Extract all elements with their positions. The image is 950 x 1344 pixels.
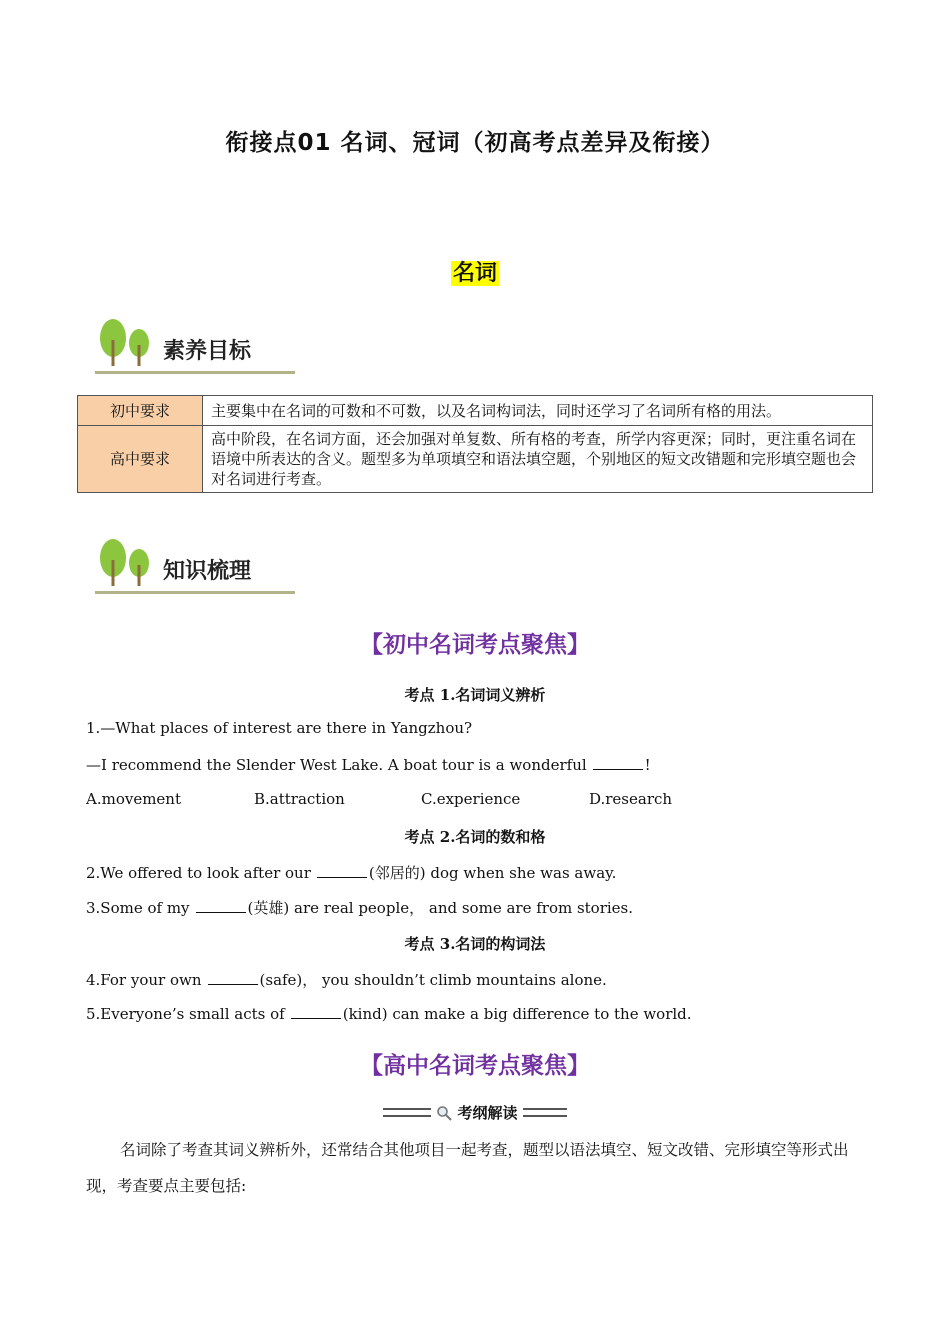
answer-blank — [196, 898, 246, 913]
answer-blank — [208, 970, 258, 985]
page-title: 衔接点01 名词、冠词（初高考点差异及衔接） — [225, 130, 725, 156]
question-text: 3.Some of my — [86, 899, 190, 917]
table-row — [78, 396, 873, 426]
point-heading-1: 考点 1.名词词义辨析 — [404, 686, 546, 704]
question-1-line-2 — [86, 755, 651, 774]
senior-section-heading: 【高中名词考点聚焦】 — [360, 1053, 590, 1079]
option-b: B.attraction — [254, 790, 345, 808]
option-c: C.experience — [421, 790, 521, 808]
badge-underline — [95, 371, 295, 374]
requirement-value: 高中阶段，在名词方面，还会加强对单复数、所有格的考查，所学内容更深；同时，更注重名词在语境中所表达的含义。题型多为单项填空和语法填空题，个别地区的短文改错题和完形填空题也会对名词进行考查。 — [203, 426, 873, 493]
table-row — [78, 426, 873, 493]
subheading — [0, 256, 950, 287]
question-text: ! — [644, 756, 651, 774]
question-1-line-1: 1.—What places of interest are there in Yangzhou? — [86, 719, 473, 737]
badge-underline — [95, 591, 295, 594]
answer-blank — [291, 1004, 341, 1019]
goal-badge — [95, 318, 315, 378]
double-rule-left — [383, 1108, 431, 1117]
requirement-key: 初中要求 — [78, 396, 203, 426]
question-text: (kind) can make a big difference to the world. — [342, 1005, 692, 1023]
tree-icon — [95, 538, 157, 588]
outline-heading — [0, 1102, 950, 1123]
point-heading-3: 考点 3.名词的构词法 — [404, 935, 546, 953]
question-text: (邻居的) dog when she was away. — [368, 864, 617, 882]
junior-section-heading: 【初中名词考点聚焦】 — [360, 632, 590, 658]
requirements-table — [77, 395, 873, 493]
intro-paragraph: 名词除了考查其词义辨析外，还常结合其他项目一起考查，题型以语法填空、短文改错、完形填空等形式出现，考查要点主要包括: — [86, 1141, 849, 1195]
option-d: D.research — [589, 790, 673, 808]
point-heading-2: 考点 2.名词的数和格 — [404, 828, 546, 846]
goal-badge-label: 素养目标 — [163, 339, 252, 364]
option-a: A.movement — [86, 790, 181, 808]
tree-icon — [95, 318, 157, 368]
question-text: 4.For your own — [86, 971, 202, 989]
double-rule-right — [523, 1108, 567, 1117]
outline-label: 考纲解读 — [457, 1104, 518, 1122]
question-text: —I recommend the Slender West Lake. A boat tour is a wonderful — [86, 756, 587, 774]
question-4 — [86, 969, 607, 990]
answer-blank — [593, 755, 643, 770]
question-text: 5.Everyone’s small acts of — [86, 1005, 285, 1023]
question-5 — [86, 1004, 692, 1023]
question-3 — [86, 897, 633, 918]
question-text: (英雄) are real people， and some are from stories. — [247, 899, 634, 917]
answer-blank — [317, 863, 367, 878]
requirement-key: 高中要求 — [78, 426, 203, 493]
knowledge-badge-label: 知识梳理 — [163, 559, 252, 584]
requirement-value: 主要集中在名词的可数和不可数，以及名词构词法，同时还学习了名词所有格的用法。 — [203, 396, 873, 426]
question-text: 2.We offered to look after our — [86, 864, 311, 882]
knowledge-badge — [95, 538, 315, 598]
subheading-text: 名词 — [452, 261, 497, 286]
question-text: (safe)， you shouldn’t climb mountains alone. — [259, 971, 607, 989]
magnifier-icon — [436, 1105, 452, 1121]
question-2 — [86, 862, 616, 883]
